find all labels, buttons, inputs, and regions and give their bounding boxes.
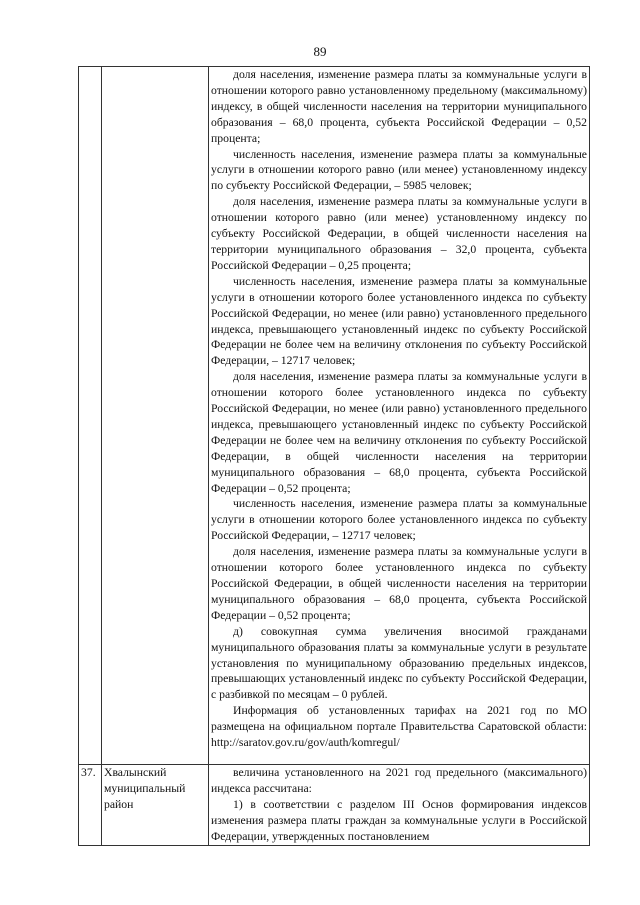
- paragraph: Информация об установленных тарифах на 2021 год по МО размещена на официальном портале Правительства Саратовской области: http://saratov.gov.ru/gov/auth/komregul/: [211, 704, 587, 750]
- description-cell: [209, 67, 590, 765]
- paragraph: доля населения, изменение размера платы за коммунальные услуги в отношении которого более установленного индекса по субъекту Российской Федерации, в общей численности населения на территории муниципального образования – 68,0 процента, субъекта Российской Федерации – 0,52 процента;: [211, 545, 587, 622]
- page-number: 89: [313, 44, 327, 59]
- municipal-indices-table: [78, 66, 590, 846]
- municipality-name-cell: Хвалынский муниципальный район: [102, 765, 209, 846]
- municipality-name-cell: [102, 67, 209, 765]
- table-row: [79, 67, 590, 765]
- description-cell: [209, 765, 590, 846]
- row-number-cell: [79, 67, 102, 765]
- table-row: [79, 765, 590, 846]
- row-number-cell: 37.: [79, 765, 102, 846]
- paragraph: доля населения, изменение размера платы за коммунальные услуги в отношении которого равно установленному предельному (максимальному) индексу, в общей численности населения на территории муниципального образования – 68,0 процента, субъекта Российской Федерации – 0,52 процента;: [211, 68, 587, 145]
- paragraph: численность населения, изменение размера платы за коммунальные услуги в отношении которого более установленного индекса по субъекту Российской Федерации, но менее (или равно) установленного предельного индекса, превышающего установленный индекс по субъекту Российской Федерации не более чем на величину отклонения по субъекту Российской Федерации, – 12717 человек;: [211, 274, 587, 368]
- paragraph: доля населения, изменение размера платы за коммунальные услуги в отношении которого равно (или менее) установленному индексу по субъекту Российской Федерации, в общей численности населения на территории муниципального образования – 32,0 процента, субъекта Российской Федерации – 0,25 процента;: [211, 195, 587, 272]
- paragraph: численность населения, изменение размера платы за коммунальные услуги в отношении которого более установленного индекса по субъекту Российской Федерации, – 12717 человек;: [211, 497, 587, 543]
- paragraph: д) совокупная сумма увеличения вносимой гражданами муниципального образования платы за коммунальные услуги в результате установления по муниципальному образованию предельных индексов, превышающих установленный индекс по субъекту Российской Федерации, с разбивкой по месяцам – 0 рублей.: [211, 624, 587, 702]
- paragraph: величина установленного на 2021 год предельного (максимального) индекса рассчитана:: [211, 766, 587, 795]
- paragraph: численность населения, изменение размера платы за коммунальные услуги в отношении которого равно (или менее) установленному индексу по субъекту Российской Федерации, – 5985 человек;: [211, 147, 587, 193]
- paragraph: доля населения, изменение размера платы за коммунальные услуги в отношении которого более установленного индекса по субъекту Российской Федерации, но менее (или равно) установленного предельного индекса, превышающего установленный индекс по субъекту Российской Федерации не более чем на величину отклонения по субъекту Российской Федерации, в общей численности населения на территории муниципального образования – 68,0 процента, субъекта Российской Федерации – 0,52 процента;: [211, 370, 587, 495]
- paragraph: 1) в соответствии с разделом III Основ формирования индексов изменения размера платы граждан за коммунальные услуги в Российской Федерации, утвержденных постановлением: [211, 797, 587, 843]
